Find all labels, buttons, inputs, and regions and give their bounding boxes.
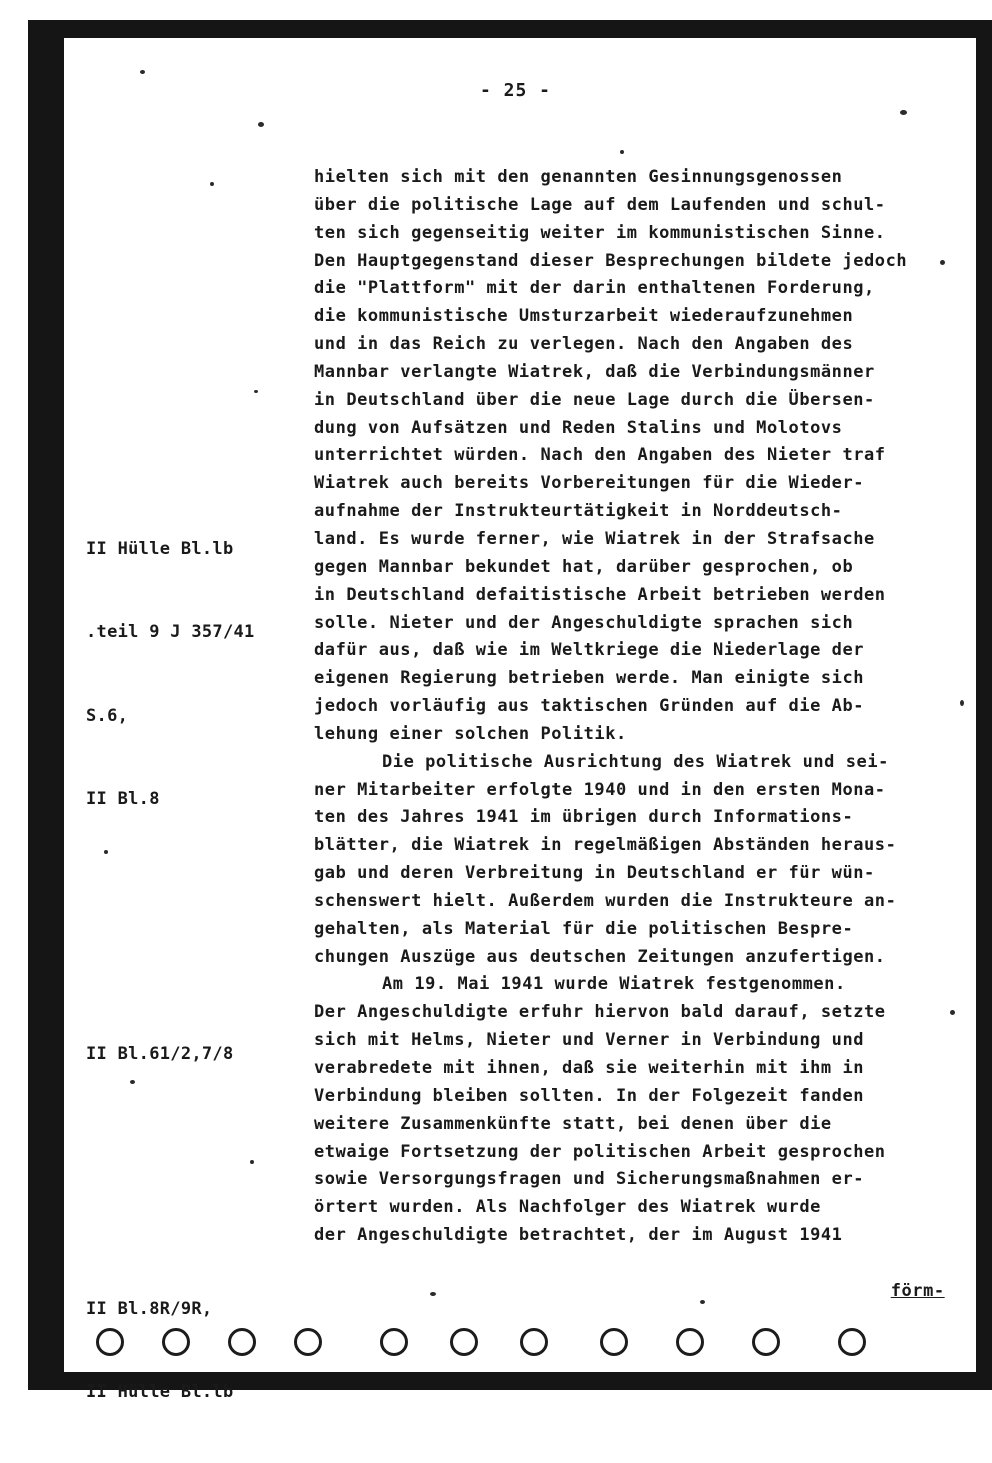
- margin-note-group-2: [86, 985, 310, 1124]
- body-line: ten des Jahres 1941 im übrigen durch Informations-: [314, 807, 854, 828]
- margin-note-line: II Bl.8R/9R,: [86, 1298, 213, 1319]
- body-line: ten sich gegenseitig weiter im kommunistischen Sinne.: [314, 222, 886, 243]
- body-line: gab und deren Verbreitung in Deutschland er für wün-: [314, 863, 875, 884]
- margin-note-line: II Hülle Bl.lb: [86, 538, 234, 559]
- page-number: - 25 -: [480, 80, 552, 101]
- body-line: Der Angeschuldigte erfuhr hiervon bald darauf, setzte: [314, 1002, 886, 1023]
- catchword-line: [314, 1250, 954, 1301]
- body-line: dafür aus, daß wie im Weltkriege die Niederlage der: [314, 640, 865, 661]
- body-line: sowie Versorgungsfragen und Sicherungsmaßnahmen er-: [314, 1169, 865, 1190]
- body-line: eigenen Regierung betrieben werde. Man einigte sich: [314, 668, 865, 689]
- punch-hole: [676, 1328, 704, 1356]
- body-line: lehung einer solchen Politik.: [314, 723, 627, 744]
- margin-note-line: II Bl.61/2,7/8: [86, 1043, 234, 1064]
- body-text: [314, 164, 954, 1301]
- scan-speck: [960, 700, 964, 706]
- margin-note-line: II Bl.8: [86, 789, 160, 810]
- punch-hole: [600, 1328, 628, 1356]
- scan-speck: [430, 1292, 436, 1296]
- punch-hole: [450, 1328, 478, 1356]
- body-line: dung von Aufsätzen und Reden Stalins und Molotovs: [314, 417, 843, 438]
- body-line: chungen Auszüge aus deutschen Zeitungen anzufertigen.: [314, 946, 886, 967]
- margin-note-line: S.6,: [86, 705, 129, 726]
- body-line: gehalten, als Material für die politischen Bespre-: [314, 918, 854, 939]
- paragraph-start-line: Die politische Ausrichtung des Wiatrek und sei-: [382, 751, 889, 772]
- scan-speck: [700, 1300, 705, 1304]
- margin-note-line: .teil 9 J 357/41: [86, 622, 255, 643]
- scan-speck: [210, 182, 214, 186]
- scan-speck: [104, 850, 108, 854]
- body-line: hielten sich mit den genannten Gesinnungsgenossen: [314, 167, 843, 187]
- margin-note-line: II Hülle Bl.lb: [86, 1382, 234, 1403]
- punch-hole: [162, 1328, 190, 1356]
- body-line: und in das Reich zu verlegen. Nach den Angaben des: [314, 334, 854, 355]
- body-line: über die politische Lage auf dem Laufenden und schul-: [314, 194, 886, 215]
- body-line: unterrichtet würden. Nach den Angaben des Nieter traf: [314, 445, 886, 466]
- body-line: etwaige Fortsetzung der politischen Arbeit gesprochen: [314, 1141, 886, 1162]
- body-line: weitere Zusammenkünfte statt, bei denen über die: [314, 1113, 832, 1134]
- scan-speck: [940, 260, 945, 265]
- scan-border-left: [28, 20, 64, 1390]
- punch-hole: [752, 1328, 780, 1356]
- punch-hole: [294, 1328, 322, 1356]
- body-line: ner Mitarbeiter erfolgte 1940 und in den ersten Mona-: [314, 779, 886, 800]
- body-line: schenswert hielt. Außerdem wurden die Instrukteure an-: [314, 890, 897, 911]
- body-line: gegen Mannbar bekundet hat, darüber gesprochen, ob: [314, 556, 854, 577]
- scan-speck: [250, 1160, 254, 1164]
- punch-hole: [520, 1328, 548, 1356]
- paragraph-start-line: Am 19. Mai 1941 wurde Wiatrek festgenommen.: [382, 974, 846, 995]
- body-line: Wiatrek auch bereits Vorbereitungen für die Wieder-: [314, 473, 865, 494]
- body-line: aufnahme der Instrukteurtätigkeit in Norddeutsch-: [314, 501, 843, 522]
- punch-hole: [380, 1328, 408, 1356]
- body-line: der Angeschuldigte betrachtet, der im August 1941: [314, 1225, 843, 1246]
- punch-hole: [96, 1328, 124, 1356]
- scan-speck: [140, 70, 145, 74]
- body-line: land. Es wurde ferner, wie Wiatrek in der Strafsache: [314, 528, 875, 549]
- body-line: Mannbar verlangte Wiatrek, daß die Verbindungsmänner: [314, 361, 875, 382]
- punch-hole: [228, 1328, 256, 1356]
- scan-speck: [620, 150, 624, 154]
- body-line: sich mit Helms, Nieter und Verner in Verbindung und: [314, 1030, 865, 1051]
- margin-note-group-1: [86, 480, 310, 870]
- punch-hole: [838, 1328, 866, 1356]
- scan-speck: [130, 1080, 135, 1084]
- body-line: die "Plattform" mit der darin enthaltenen Forderung,: [314, 278, 875, 299]
- catchword: förm-: [890, 1280, 945, 1301]
- scan-speck: [900, 110, 907, 115]
- body-line: in Deutschland über die neue Lage durch die Übersen-: [314, 389, 875, 410]
- body-line: Verbindung bleiben sollten. In der Folgezeit fanden: [314, 1085, 865, 1106]
- body-line: blätter, die Wiatrek in regelmäßigen Abständen heraus-: [314, 835, 897, 856]
- body-line: in Deutschland defaitistische Arbeit betrieben werden: [314, 584, 886, 605]
- scan-speck: [258, 122, 264, 127]
- body-line: örtert wurden. Als Nachfolger des Wiatrek wurde: [314, 1197, 821, 1218]
- scan-speck: [950, 1010, 955, 1015]
- body-line: Den Hauptgegenstand dieser Besprechungen bildete jedoch: [314, 250, 908, 271]
- scan-speck: [254, 390, 258, 393]
- scan-border-top: [28, 20, 992, 38]
- body-line: verabredete mit ihnen, daß sie weiterhin mit ihm in: [314, 1058, 865, 1078]
- body-line: solle. Nieter und der Angeschuldigte sprachen sich: [314, 612, 854, 633]
- scan-border-right: [976, 20, 992, 1390]
- body-line: jedoch vorläufig aus taktischen Gründen auf die Ab-: [314, 696, 865, 717]
- body-line: die kommunistische Umsturzarbeit wiederaufzunehmen: [314, 306, 854, 327]
